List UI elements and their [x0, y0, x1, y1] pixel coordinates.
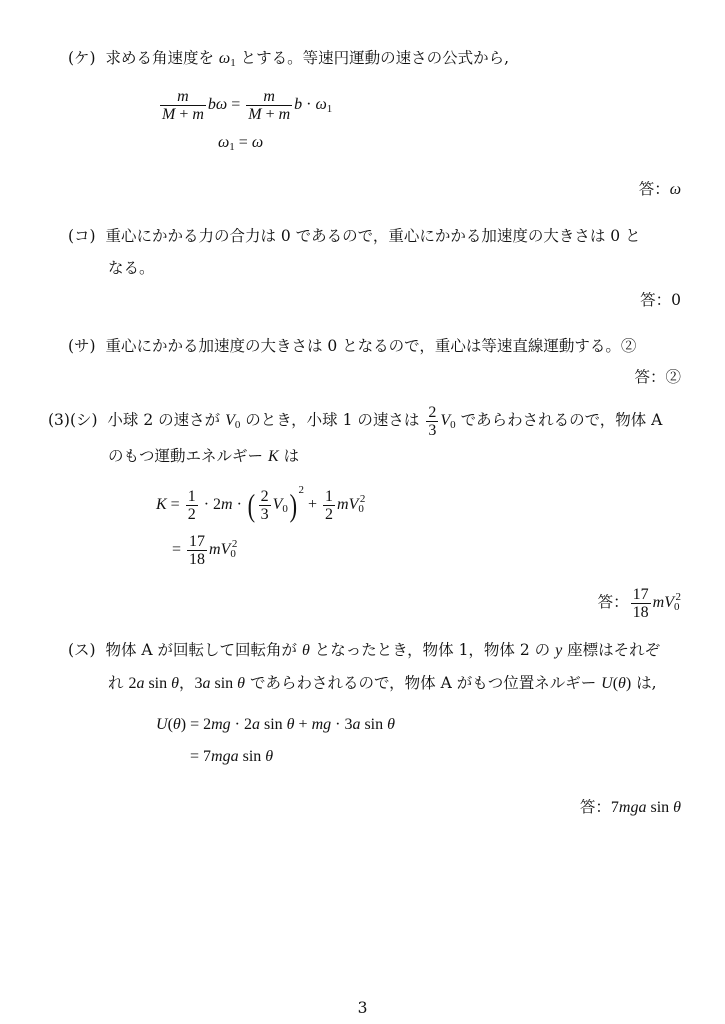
problem-sa	[68, 336, 636, 356]
equation-shi-2: = $\frac{17}{18}$ $mV_0^2$	[172, 533, 238, 568]
answer-ke	[639, 179, 681, 200]
page-number: 3	[357, 999, 368, 1017]
problem-su: (ス) 物体 A が回転して回転角が θ となったとき，物体 1，物体 2 の y 座標はそれぞ	[68, 641, 661, 659]
answer-ke-value: ω	[669, 181, 681, 198]
label-ko: (コ)	[68, 227, 96, 245]
shi-text-b: のとき，小球 1 の速さは	[245, 411, 420, 429]
label-shi: (3)(シ)	[48, 411, 98, 429]
equation-shi-1: K = $\frac{1}{2}$ · 2m · ( $\frac{2}{3}$ $V_0$) $^2$ + $\frac{1}{2}$ $mV_0^2$	[156, 484, 366, 524]
answer-shi: 答： $\frac{17}{18}$ $mV_0^2$	[597, 586, 681, 621]
problem-shi: (3)(シ) 小球 2 の速さが $V_0$ のとき，小球 1 の速さは $\frac{2}{3}$ $V_0$ であらわされるので，物体 A	[48, 403, 663, 439]
answer-ke-prefix: 答：	[638, 180, 670, 198]
problem-ko	[68, 226, 641, 246]
equation-su-1: U(θ) = 2mg · 2a sin θ + mg · 3a sin θ	[156, 716, 395, 733]
label-ke: (ケ)	[68, 49, 96, 67]
ko-line1: 重心にかかる力の合力は 0 であるので，重心にかかる加速度の大きさは 0 と	[105, 227, 641, 245]
label-sa: (サ)	[68, 337, 96, 355]
label-su: (ス)	[68, 641, 96, 659]
ke-text-b: とする。等速円運動の速さの公式から,	[240, 49, 510, 67]
shi-line2-b: は	[283, 447, 300, 465]
shi-line2-a: のもつ運動エネルギー	[108, 447, 264, 465]
answer-ko: 答：0	[640, 291, 681, 309]
sa-line1: 重心にかかる加速度の大きさは 0 となるので，重心は等速直線運動する。②	[105, 337, 637, 355]
su-line1-b: となったとき，物体 1，物体 2 の	[314, 641, 551, 659]
ko-line2: なる。	[108, 259, 155, 277]
su-line2-c: であらわされるので，物体 A がもつ位置ネルギー	[249, 674, 597, 692]
equation-ke-1: $\frac{m}{M + m}$ bω = $\frac{m}{M + m}$ $b \cdot \omega_1$	[162, 88, 333, 123]
su-line2: れ 2a sin θ，3a sin θ であらわされるので，物体 A がもつ位置ネルギー U(θ) は,	[108, 674, 657, 692]
answer-su-prefix: 答：	[579, 798, 611, 816]
shi-line2: のもつ運動エネルギー K は	[108, 447, 300, 465]
shi-text-a: 小球 2 の速さが	[107, 411, 221, 429]
problem-ke	[68, 48, 509, 73]
answer-su: 答：7mga sin θ	[579, 798, 681, 816]
ke-text-a: 求める角速度を	[105, 49, 214, 67]
su-line1-c: 座標はそれぞ	[567, 641, 661, 659]
equation-ke-2: $\omega_1 = \omega$	[218, 134, 264, 153]
answer-shi-prefix: 答：	[597, 593, 629, 612]
su-line1-a: 物体 A が回転して回転角が	[105, 641, 298, 659]
su-line2-a: れ	[108, 674, 124, 692]
shi-text-c: であらわされるので，物体 A	[460, 411, 663, 429]
su-line2-d: は,	[636, 674, 657, 692]
su-line2-b: ，	[178, 674, 195, 692]
answer-sa: 答：②	[634, 368, 681, 386]
equation-su-2: = 7mga sin θ	[190, 748, 274, 765]
omega1-symbol: $\omega_1$	[218, 50, 236, 69]
